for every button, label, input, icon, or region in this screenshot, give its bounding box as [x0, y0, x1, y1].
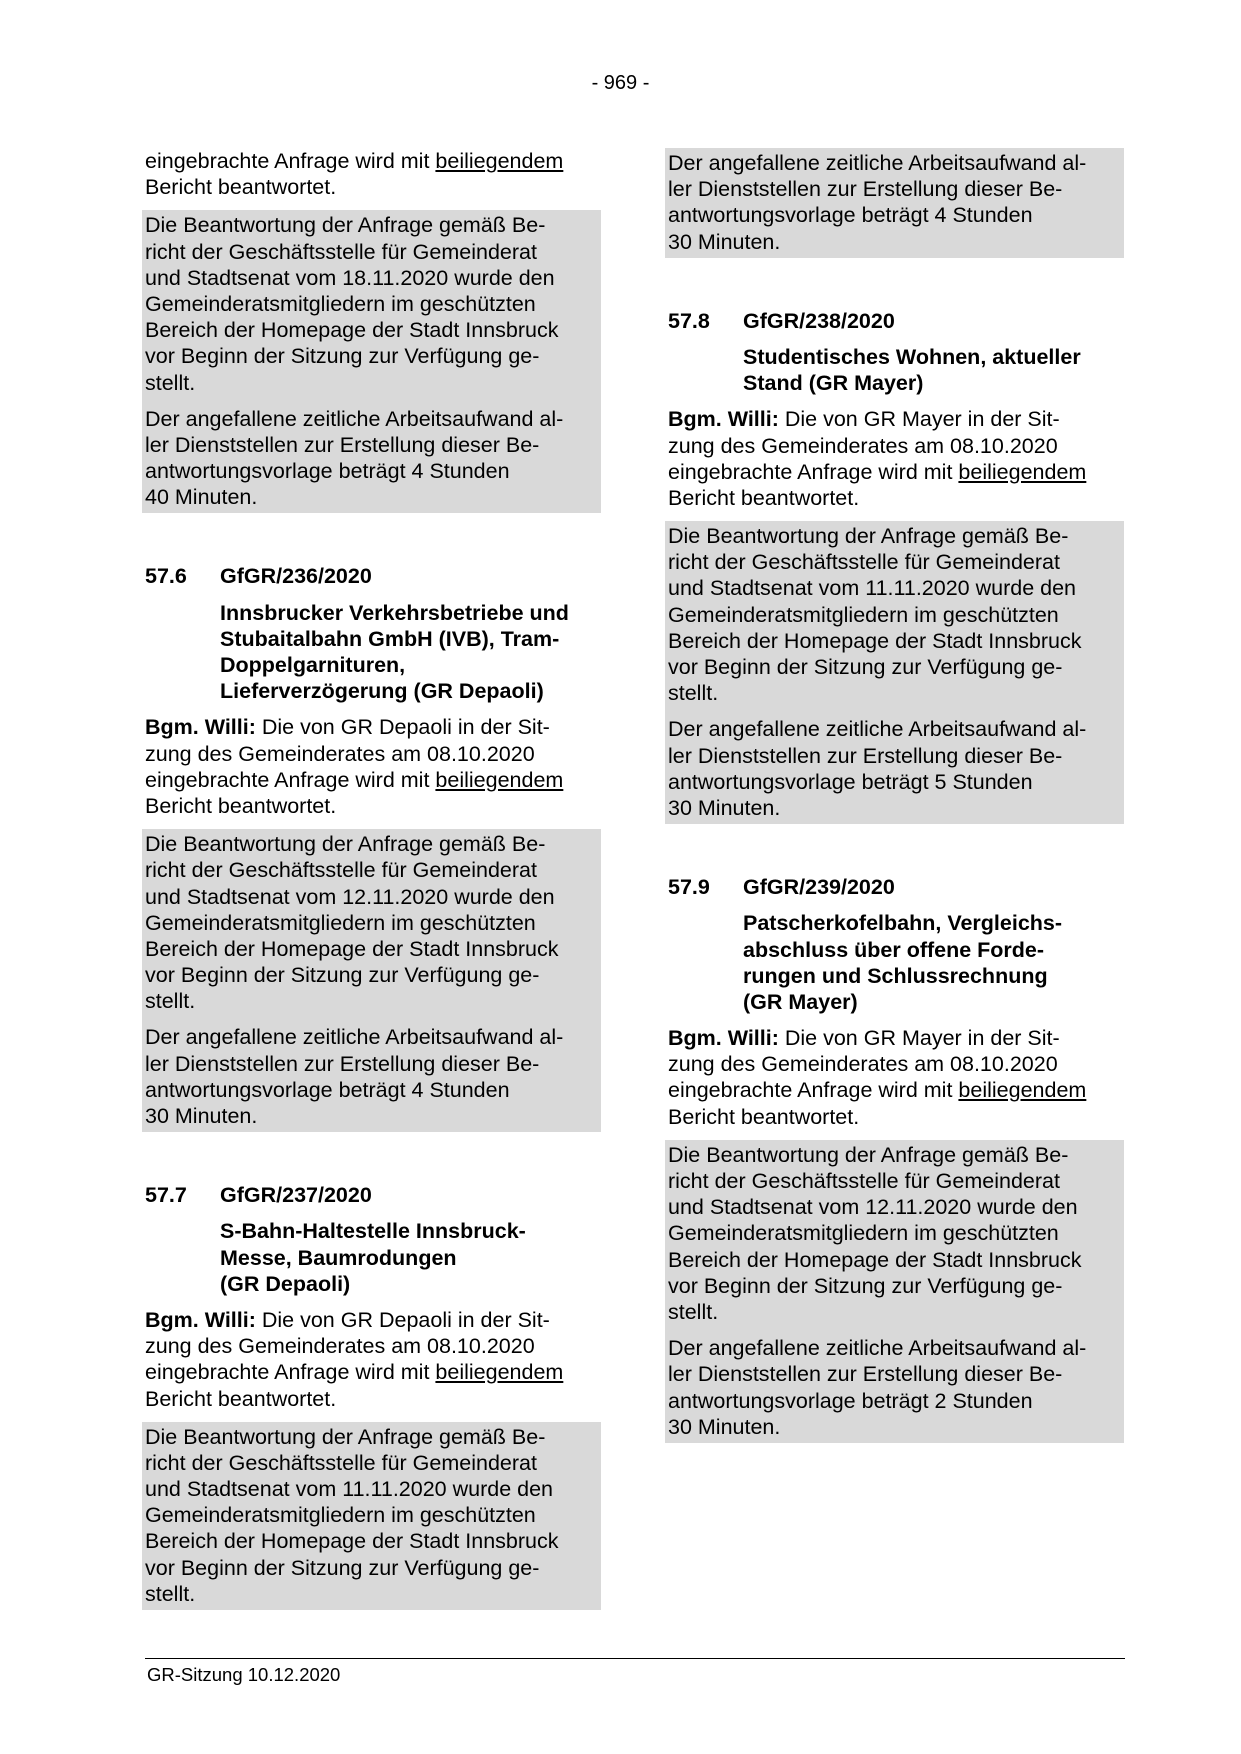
text-line: Bereich der Homepage der Stadt Innsbruck — [668, 628, 1082, 653]
text-line: zung des Gemeinderates am 08.10.2020 — [668, 433, 1058, 458]
section-number: 57.8 — [668, 308, 710, 333]
text-line: und Stadtsenat vom 11.11.2020 wurde den — [145, 1477, 553, 1502]
text-line: Der angefallene zeitliche Arbeitsaufwand al- — [145, 406, 564, 431]
text-line: 30 Minuten. — [668, 229, 781, 254]
text-line: und Stadtsenat vom 12.11.2020 wurde den — [668, 1195, 1078, 1220]
text-line: abschluss über offene Forde- — [743, 937, 1045, 962]
text-line: Bericht beantwortet. — [145, 793, 337, 818]
text-line: Der angefallene zeitliche Arbeitsaufwand al- — [145, 1025, 564, 1050]
text-line: Gemeinderatsmitgliedern im geschützten — [668, 602, 1059, 627]
section-code: GfGR/237/2020 — [220, 1183, 372, 1208]
section-code: GfGR/238/2020 — [743, 308, 895, 333]
text-line: antwortungsvorlage beträgt 5 Stunden — [668, 769, 1033, 794]
continued-intro — [145, 148, 601, 200]
speaker-paragraph — [145, 714, 601, 819]
speaker-name: Bgm. Willi: — [145, 715, 256, 740]
text-line: und Stadtsenat vom 12.11.2020 wurde den — [145, 884, 555, 909]
text-line: stellt. — [145, 989, 196, 1014]
text-line: ler Dienststellen zur Erstellung dieser Be- — [145, 432, 540, 457]
text-line: Gemeinderatsmitgliedern im geschützten — [145, 1503, 536, 1528]
text-span: Die von GR Mayer in der Sit- — [778, 407, 1060, 432]
text-span: Die von GR Mayer in der Sit- — [778, 1026, 1060, 1051]
text-line: Bericht beantwortet. — [145, 1386, 337, 1411]
answer-block — [665, 521, 1124, 824]
text-line: 30 Minuten. — [145, 1104, 258, 1128]
text-line: Gemeinderatsmitgliedern im geschützten — [145, 910, 536, 935]
text-line: richt der Geschäftsstelle für Gemeinderat — [145, 1450, 537, 1475]
text-line: antwortungsvorlage beträgt 4 Stunden — [145, 459, 510, 484]
text-line: zung des Gemeinderates am 08.10.2020 — [145, 1334, 535, 1359]
text-span: Die von GR Depaoli in der Sit- — [255, 1307, 550, 1332]
effort-paragraph — [145, 406, 598, 511]
text-line: Bereich der Homepage der Stadt Innsbruck — [145, 318, 559, 343]
text-line: 40 Minuten. — [145, 485, 258, 510]
section-57-6 — [145, 563, 601, 704]
text-line: stellt. — [668, 681, 719, 706]
section-code: GfGR/239/2020 — [743, 875, 895, 900]
text-line: Die Beantwortung der Anfrage gemäß Be- — [145, 832, 546, 857]
text-line: zung des Gemeinderates am 08.10.2020 — [145, 741, 535, 766]
text-span: eingebrachte Anfrage wird mit — [145, 767, 436, 792]
answer-block — [142, 210, 601, 513]
text-line: Stand (GR Mayer) — [743, 371, 924, 396]
section-57-7 — [145, 1182, 601, 1297]
text-line: antwortungsvorlage beträgt 2 Stunden — [668, 1388, 1033, 1413]
effort-paragraph — [145, 1024, 598, 1129]
text-line: vor Beginn der Sitzung zur Verfügung ge- — [145, 1555, 540, 1580]
text-line: Bereich der Homepage der Stadt Innsbruck — [145, 1529, 559, 1554]
text-line: rungen und Schlussrechnung — [743, 963, 1048, 988]
text-line: (GR Mayer) — [743, 989, 858, 1014]
answer-block — [142, 829, 601, 1132]
text-line: Innsbrucker Verkehrsbetriebe und — [220, 600, 569, 625]
text-line: Die Beantwortung der Anfrage gemäß Be- — [668, 1142, 1069, 1167]
text-span: eingebrachte Anfrage wird mit — [668, 459, 959, 484]
footer-divider — [145, 1658, 1125, 1659]
text-line: vor Beginn der Sitzung zur Verfügung ge- — [145, 344, 540, 369]
text-line: 30 Minuten. — [668, 1414, 781, 1439]
text-line: Der angefallene zeitliche Arbeitsaufwand al- — [668, 1336, 1087, 1361]
text-line: 30 Minuten. — [668, 795, 781, 820]
section-number: 57.7 — [145, 1183, 187, 1208]
answer-paragraph — [145, 831, 598, 1014]
section-57-9 — [668, 874, 1124, 1015]
text-line: stellt. — [145, 370, 196, 395]
text-line: ler Dienststellen zur Erstellung dieser Be- — [668, 1362, 1063, 1387]
text-line: Bereich der Homepage der Stadt Innsbruck — [668, 1247, 1082, 1272]
right-column — [668, 148, 1124, 1443]
text-line: vor Beginn der Sitzung zur Verfügung ge- — [145, 963, 540, 988]
underlined-word: beiliegendem — [958, 1078, 1087, 1103]
text-line: antwortungsvorlage beträgt 4 Stunden — [668, 203, 1033, 228]
underlined-word: beiliegendem — [958, 459, 1087, 484]
text-line: Gemeinderatsmitgliedern im geschützten — [668, 1221, 1059, 1246]
section-subject — [220, 600, 601, 705]
answer-paragraph — [668, 1142, 1121, 1325]
text-line: zung des Gemeinderates am 08.10.2020 — [668, 1052, 1058, 1077]
text-line: ler Dienststellen zur Erstellung dieser Be- — [668, 743, 1063, 768]
text-span: eingebrachte Anfrage wird mit — [145, 1360, 436, 1385]
underlined-word: beiliegendem — [435, 767, 564, 792]
text-span: Die von GR Depaoli in der Sit- — [255, 715, 550, 740]
text-line: richt der Geschäftsstelle für Gemeinderat — [145, 239, 537, 264]
answer-paragraph — [145, 1424, 598, 1607]
answer-paragraph — [145, 212, 598, 395]
text-line: Gemeinderatsmitgliedern im geschützten — [145, 291, 536, 316]
text-span: eingebrachte Anfrage wird mit — [668, 1078, 959, 1103]
footer-text: GR-Sitzung 10.12.2020 — [147, 1664, 341, 1685]
page-number: - 969 - — [591, 72, 650, 94]
underlined-word: beiliegendem — [435, 149, 564, 173]
text-line: Studentisches Wohnen, aktueller — [743, 344, 1081, 369]
text-line: ler Dienststellen zur Erstellung dieser Be- — [668, 177, 1063, 202]
text-line: vor Beginn der Sitzung zur Verfügung ge- — [668, 655, 1063, 679]
section-subject — [220, 1218, 601, 1297]
text-line: antwortungsvorlage beträgt 4 Stunden — [145, 1077, 510, 1102]
speaker-name: Bgm. Willi: — [668, 407, 779, 432]
text-line: Die Beantwortung der Anfrage gemäß Be- — [668, 524, 1069, 549]
text-line: ler Dienststellen zur Erstellung dieser Be- — [145, 1051, 540, 1076]
answer-paragraph — [668, 523, 1121, 706]
speaker-paragraph — [145, 1307, 601, 1412]
text-line: richt der Geschäftsstelle für Gemeinderat — [145, 858, 537, 883]
text-line: Die Beantwortung der Anfrage gemäß Be- — [145, 213, 546, 238]
text-line: vor Beginn der Sitzung zur Verfügung ge- — [668, 1273, 1063, 1298]
text-line: Der angefallene zeitliche Arbeitsaufwand al- — [668, 151, 1087, 175]
text-line: stellt. — [145, 1581, 196, 1606]
text-line: stellt. — [668, 1299, 719, 1324]
text-line: Stubaitalbahn GmbH (IVB), Tram- — [220, 626, 560, 651]
answer-block — [665, 148, 1124, 258]
answer-block — [665, 1140, 1124, 1443]
section-subject — [743, 910, 1124, 1015]
underlined-word: beiliegendem — [435, 1360, 564, 1385]
text-line: Lieferverzögerung (GR Depaoli) — [220, 679, 544, 704]
text-line: Bericht beantwortet. — [668, 485, 860, 510]
text-line: Die Beantwortung der Anfrage gemäß Be- — [145, 1424, 546, 1449]
text-line: Bereich der Homepage der Stadt Innsbruck — [145, 936, 559, 961]
effort-paragraph — [668, 1335, 1121, 1440]
text-line: und Stadtsenat vom 11.11.2020 wurde den — [668, 576, 1076, 601]
speaker-paragraph — [668, 1025, 1124, 1130]
text-line: Bericht beantwortet. — [668, 1104, 860, 1129]
left-column — [145, 148, 601, 1610]
answer-block — [142, 1422, 601, 1610]
intro-text: eingebrachte Anfrage wird mit — [145, 149, 436, 173]
text-line: und Stadtsenat vom 18.11.2020 wurde den — [145, 265, 555, 290]
speaker-paragraph — [668, 406, 1124, 511]
section-number: 57.6 — [145, 564, 187, 589]
section-code: GfGR/236/2020 — [220, 564, 372, 589]
text-line: S-Bahn-Haltestelle Innsbruck- — [220, 1219, 526, 1244]
text-line: Doppelgarnituren, — [220, 653, 406, 677]
effort-paragraph — [668, 150, 1121, 255]
text-line: Der angefallene zeitliche Arbeitsaufwand al- — [668, 717, 1087, 742]
section-number: 57.9 — [668, 875, 710, 900]
section-subject — [743, 344, 1124, 396]
text-line: Patscherkofelbahn, Vergleichs- — [743, 911, 1063, 936]
text-line: (GR Depaoli) — [220, 1271, 351, 1296]
text-line: richt der Geschäftsstelle für Gemeinderat — [668, 1169, 1060, 1193]
effort-paragraph — [668, 716, 1121, 821]
speaker-name: Bgm. Willi: — [145, 1307, 256, 1332]
text-line: Messe, Baumrodungen — [220, 1245, 457, 1270]
text-line: richt der Geschäftsstelle für Gemeinderat — [668, 550, 1060, 575]
intro-text: Bericht beantwortet. — [145, 175, 337, 200]
speaker-name: Bgm. Willi: — [668, 1026, 779, 1051]
section-57-8 — [668, 308, 1124, 397]
